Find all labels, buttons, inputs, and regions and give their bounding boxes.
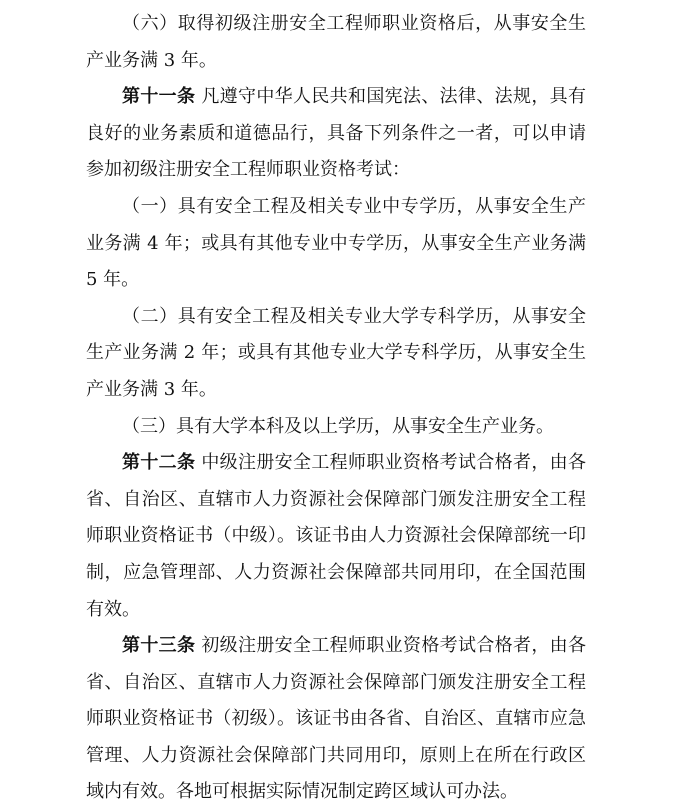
paragraph-text: （三）具有大学本科及以上学历，从事安全生产业务。	[122, 415, 554, 437]
paragraph-text: （六）取得初级注册安全工程师职业资格后，从事安全生产业务满 3 年。	[86, 13, 586, 71]
article-12	[86, 445, 586, 628]
paragraph-text: （二）具有安全工程及相关专业大学专科学历，从事安全生产业务满 2 年；或具有其他专业大学专科学历，从事安全生产业务满 3 年。	[86, 305, 586, 400]
paragraph-item-1-requirement	[86, 189, 586, 299]
article-number: 第十三条	[122, 635, 196, 657]
article-number: 第十一条	[122, 86, 196, 108]
paragraph-item-6-requirement	[86, 6, 586, 79]
paragraph-item-2-requirement	[86, 299, 586, 409]
paragraph-item-3-requirement	[86, 409, 586, 446]
document-page	[86, 6, 586, 811]
paragraph-text: 初级注册安全工程师职业资格考试合格者，由各省、自治区、直辖市人力资源社会保障部门颁发注册安全工程师职业资格证书（初级）。该证书由各省、自治区、直辖市应急管理、人力资源社会保障部门共同用印，原则上在所在行政区域内有效。各地可根据实际情况制定跨区域认可办法。	[86, 635, 587, 803]
paragraph-text: 中级注册安全工程师职业资格考试合格者，由各省、自治区、直辖市人力资源社会保障部门颁发注册安全工程师职业资格证书（中级）。该证书由人力资源社会保障部统一印制，应急管理部、人力资源社会保障部共同用印，在全国范围有效。	[86, 452, 587, 620]
paragraph-text: 凡遵守中华人民共和国宪法、法律、法规，具有良好的业务素质和道德品行，具备下列条件之一者，可以申请参加初级注册安全工程师职业资格考试：	[86, 86, 587, 181]
article-number: 第十二条	[122, 452, 196, 474]
article-11	[86, 79, 586, 189]
article-13	[86, 628, 586, 811]
paragraph-text: （一）具有安全工程及相关专业中专学历，从事安全生产业务满 4 年；或具有其他专业中专学历，从事安全生产业务满 5 年。	[86, 195, 586, 291]
